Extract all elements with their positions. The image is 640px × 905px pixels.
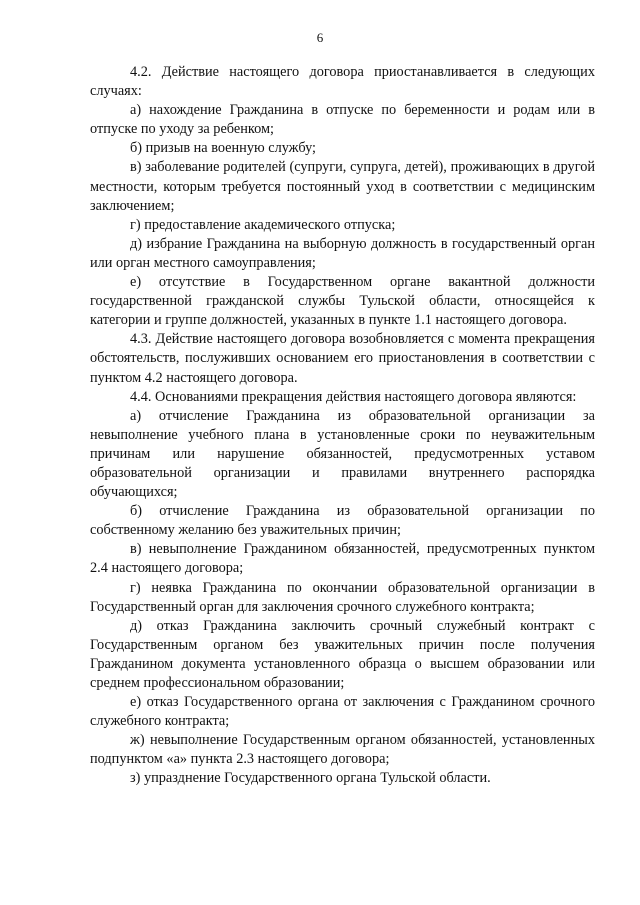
clause-4-2: 4.2. Действие настоящего договора приостанавливается в следующих случаях: [90, 64, 595, 100]
page-number: 6 [316, 30, 324, 45]
clause-4-4-zh: ж) невыполнение Государственным органом обязанностей, установленных подпунктом «а» пункта 2.3 настоящего договора; [90, 732, 595, 768]
clause-4-4-g: г) неявка Гражданина по окончании образовательной организации в Государственный орган для заключения срочного служебного контракта; [90, 579, 595, 615]
clause-4-2-a: а) нахождение Гражданина в отпуске по беременности и родам или в отпуске по уходу за ребенком; [90, 102, 595, 138]
clause-4-4-e: е) отказ Государственного органа от заключения с Гражданином срочного служебного контракта; [90, 694, 595, 730]
clause-4-2-v: в) заболевание родителей (супруги, супруга, детей), проживающих в другой местности, которым требуется постоянный уход в соответствии с медицинским заключением; [90, 159, 595, 214]
clause-4-2-b: б) призыв на военную службу; [130, 140, 317, 157]
clause-4-4-z: з) упразднение Государственного органа Тульской области. [130, 770, 491, 787]
clause-4-4-b: б) отчисление Гражданина из образовательной организации по собственному желанию без уважительных причин; [90, 503, 595, 539]
clause-4-2-g: г) предоставление академического отпуска; [130, 216, 396, 233]
clause-4-4-d: д) отказ Гражданина заключить срочный служебный контракт с Государственным органом без уважительных причин после получения Гражданином документа установленного образца о высшем образовании или среднем профессиональном образовании; [90, 617, 595, 691]
clause-4-4-a: а) отчисление Гражданина из образовательной организации за невыполнение учебного плана в установленные сроки по неуважительным причинам или нарушение обязанностей, предусмотренных уставом образовательной организации и правилами внутреннего распорядка обучающихся; [90, 407, 595, 501]
clause-4-2-e: е) отсутствие в Государственном органе вакантной должности государственной гражданской службы Тульской области, относящейся к категории и группе должностей, указанных в пункте 1.1 настоящего договора. [90, 274, 595, 329]
document-body [90, 63, 595, 789]
clause-4-4-v: в) невыполнение Гражданином обязанностей, предусмотренных пунктом 2.4 настоящего договора; [90, 541, 595, 577]
clause-4-3: 4.3. Действие настоящего договора возобновляется с момента прекращения обстоятельств, послуживших основанием его приостановления в соответствии с пунктом 4.2 настоящего договора. [90, 331, 595, 386]
clause-4-2-d: д) избрание Гражданина на выборную должность в государственный орган или орган местного самоуправления; [90, 235, 595, 271]
clause-4-4: 4.4. Основаниями прекращения действия настоящего договора являются: [130, 388, 577, 405]
